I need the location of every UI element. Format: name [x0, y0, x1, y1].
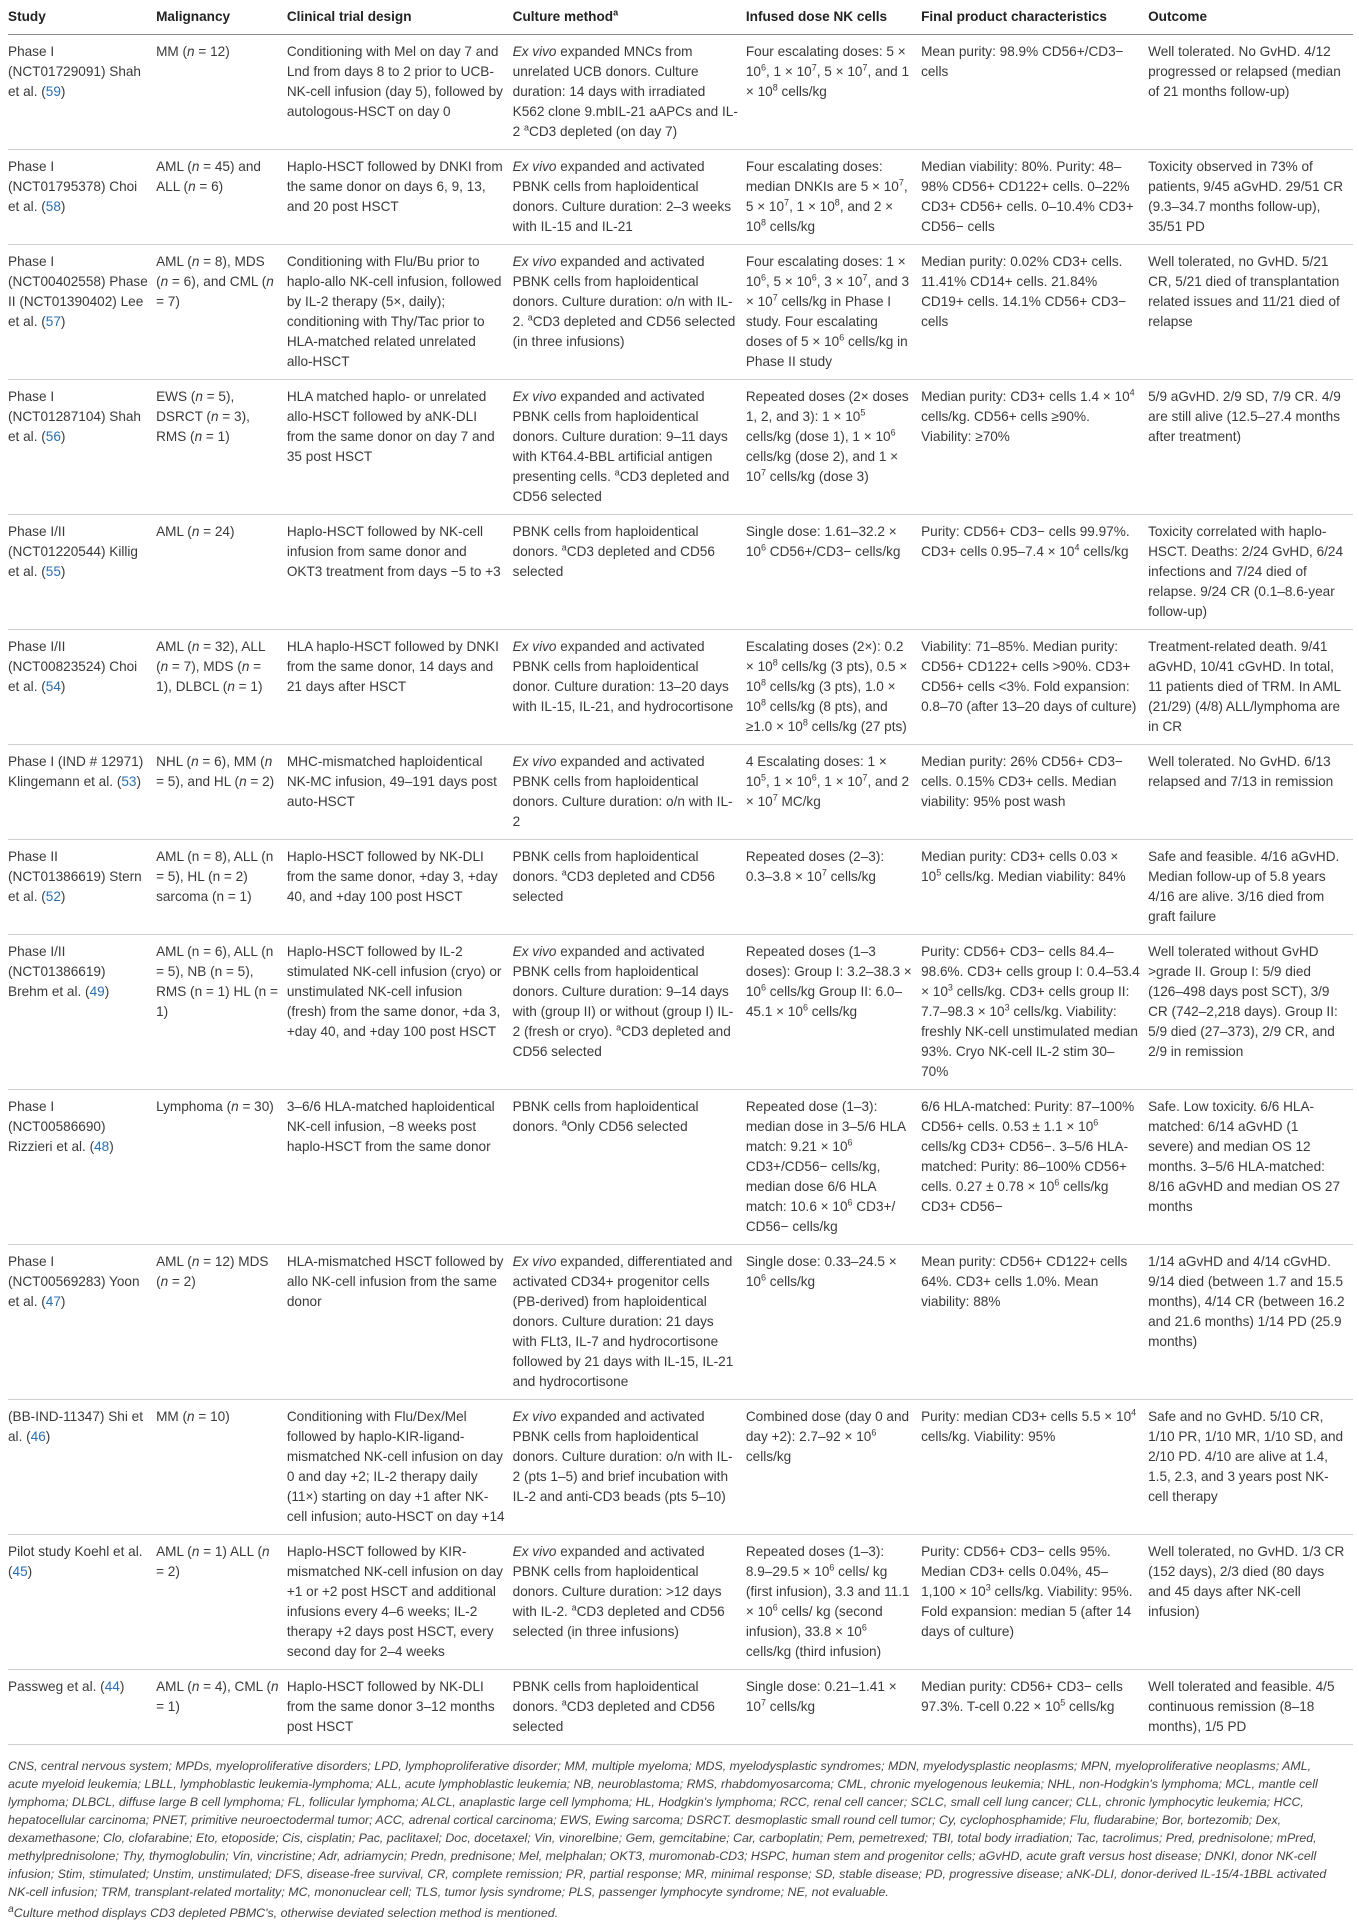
cell-culture-method: PBNK cells from haploidentical donors. $^a$CD3 depleted and CD56 selected: [513, 515, 746, 630]
table-row: [8, 1535, 1353, 1670]
cell-clinical-trial-design: Haplo-HSCT followed by NK-DLI from the same donor, +day 3, +day 40, and +day 100 post HSCT: [287, 840, 513, 935]
cell-malignancy: NHL (n = 6), MM (n = 5), and HL (n = 2): [156, 745, 287, 840]
cell-clinical-trial-design: Haplo-HSCT followed by IL-2 stimulated NK-cell infusion (cryo) or unstimulated NK-cell infusion (fresh) from the same donor, +da 3, +day 40, and +day 100 post HSCT: [287, 935, 513, 1090]
cell-malignancy: AML (n = 12) MDS (n = 2): [156, 1245, 287, 1400]
cell-study: Pilot study Koehl et al. (45): [8, 1535, 156, 1670]
cell-final-product: Median viability: 80%. Purity: 48–98% CD56+ CD122+ cells. 0–22% CD3+ CD56+ cells. 0–10.4% CD3+ CD56− cells: [921, 150, 1148, 245]
cell-infused-dose: Escalating doses (2×): $0.2 \times 10^8$ cells/kg (3 pts), $0.5 \times 10^8$ cells/kg (3 pts), $1.0 \times 10^8$ cells/kg (8 pts), and $\ge 1.0 \times 10^8$ cells/kg (27 pts): [746, 630, 921, 745]
cell-infused-dose: Combined dose (day 0 and day +2): $2.7-92 \times 10^6$ cells/kg: [746, 1400, 921, 1535]
cell-culture-method: PBNK cells from haploidentical donors. $^a$Only CD56 selected: [513, 1090, 746, 1245]
cell-final-product: Median purity: 26% CD56+ CD3− cells. 0.15% CD3+ cells. Median viability: 95% post wash: [921, 745, 1148, 840]
table-row: [8, 935, 1353, 1090]
cell-clinical-trial-design: Haplo-HSCT followed by DNKI from the same donor on days 6, 9, 13, and 20 post HSCT: [287, 150, 513, 245]
cell-culture-method: Ex vivo expanded, differentiated and activated CD34+ progenitor cells (PB-derived) from haploidentical donors. Culture duration: 21 days with FLt3, IL-7 and hydrocortisone followed by 21 days with IL-15, IL-21 and hydrocortisone: [513, 1245, 746, 1400]
cell-infused-dose: 4 Escalating doses: $1 \times 10^5$, $1 \times 10^6$, $1 \times 10^7$, and $2 \times 10^7$ MC/kg: [746, 745, 921, 840]
cell-clinical-trial-design: Haplo-HSCT followed by NK-DLI from the same donor 3–12 months post HSCT: [287, 1670, 513, 1745]
cell-final-product: Median purity: CD3+ cells $1.4 \times 10^4$ cells/kg. CD56+ cells ≥90%. Viability: ≥70%: [921, 380, 1148, 515]
cell-study: Phase I/II (NCT00823524) Choi et al. (54): [8, 630, 156, 745]
cell-outcome: Well tolerated and feasible. 4/5 continuous remission (8–18 months), 1/5 PD: [1148, 1670, 1353, 1745]
table-row: [8, 840, 1353, 935]
header-outcome: Outcome: [1148, 6, 1353, 35]
nk-cell-trials-table: [8, 6, 1353, 1745]
cell-final-product: Purity: CD56+ CD3− cells 95%. Median CD3+ cells 0.04%, $45-1,100 \times 10^3$ cells/kg. Viability: 95%. Fold expansion: median 5 (after 14 days of culture): [921, 1535, 1148, 1670]
cell-final-product: Mean purity: CD56+ CD122+ cells 64%. CD3+ cells 1.0%. Mean viability: 88%: [921, 1245, 1148, 1400]
header-clinical-trial-design: Clinical trial design: [287, 6, 513, 35]
cell-clinical-trial-design: HLA haplo-HSCT followed by DNKI from the same donor, 14 days and 21 days after HSCT: [287, 630, 513, 745]
cell-culture-method: PBNK cells from haploidentical donors. $^a$CD3 depleted and CD56 selected: [513, 1670, 746, 1745]
cell-clinical-trial-design: Conditioning with Flu/Dex/Mel followed by haplo-KIR-ligand-mismatched NK-cell infusion on day 0 and day +2; IL-2 therapy daily (11×) starting on day +1 after NK-cell infusion; auto-HSCT on day +14: [287, 1400, 513, 1535]
cell-outcome: Well tolerated, no GvHD. 1/3 CR (152 days), 2/3 died (80 days and 45 days after NK-cell infusion): [1148, 1535, 1353, 1670]
cell-outcome: 5/9 aGvHD. 2/9 SD, 7/9 CR. 4/9 are still alive (12.5–27.4 months after treatment): [1148, 380, 1353, 515]
cell-study: Phase I/II (NCT01386619) Brehm et al. (49): [8, 935, 156, 1090]
cell-clinical-trial-design: MHC-mismatched haploidentical NK-MC infusion, 49–191 days post auto-HSCT: [287, 745, 513, 840]
cell-study: Passweg et al. (44): [8, 1670, 156, 1745]
cell-infused-dose: Single dose: $0.21-1.41 \times 10^7$ cells/kg: [746, 1670, 921, 1745]
cell-malignancy: AML (n = 45) and ALL (n = 6): [156, 150, 287, 245]
cell-culture-method: PBNK cells from haploidentical donors. $^a$CD3 depleted and CD56 selected: [513, 840, 746, 935]
cell-final-product: Median purity: CD56+ CD3− cells 97.3%. T-cell $0.22 \times 10^5$ cells/kg: [921, 1670, 1148, 1745]
table-row: [8, 1245, 1353, 1400]
table-body: [8, 35, 1353, 1745]
cell-infused-dose: Repeated doses (2–3): $0.3-3.8 \times 10^7$ cells/kg: [746, 840, 921, 935]
table-row: [8, 1090, 1353, 1245]
cell-final-product: 6/6 HLA-matched: Purity: 87–100% CD56+ cells. $0.53 \pm 1.1 \times 10^6$ cells/kg CD3+ CD56−. 3–5/6 HLA-matched: Purity: 86–100% CD56+ cells. $0.27 \pm 0.78 \times 10^6$ cells/kg CD3+ CD56−: [921, 1090, 1148, 1245]
cell-outcome: 1/14 aGvHD and 4/14 cGvHD. 9/14 died (between 1.7 and 15.5 months), 4/14 CR (between 16.2 and 21.6 months) 1/14 PD (25.9 months): [1148, 1245, 1353, 1400]
cell-study: Phase II (NCT01386619) Stern et al. (52): [8, 840, 156, 935]
cell-culture-method: Ex vivo expanded and activated PBNK cells from haploidentical donors. Culture duration: o/n with IL-2 (pts 1–5) and brief incubation with IL-2 and anti-CD3 beads (pts 5–10): [513, 1400, 746, 1535]
table-row: [8, 245, 1353, 380]
cell-culture-method: Ex vivo expanded and activated PBNK cells from haploidentical donors. Culture duration: 9–11 days with KT64.4-BBL artificial antigen presenting cells. $^a$CD3 depleted and CD56 selected: [513, 380, 746, 515]
cell-culture-method: Ex vivo expanded and activated PBNK cells from haploidentical donors. Culture duration: 9–14 days with (group II) or without (group I) IL-2 (fresh or cryo). $^a$CD3 depleted and CD56 selected: [513, 935, 746, 1090]
cell-culture-method: Ex vivo expanded and activated PBNK cells from haploidentical donors. Culture duration: o/n with IL-2. $^a$CD3 depleted and CD56 selected (in three infusions): [513, 245, 746, 380]
table-row: [8, 35, 1353, 150]
header-malignancy: Malignancy: [156, 6, 287, 35]
cell-outcome: Well tolerated, no GvHD. 5/21 CR, 5/21 died of transplantation related issues and 11/21 died of relapse: [1148, 245, 1353, 380]
cell-outcome: Safe and feasible. 4/16 aGvHD. Median follow-up of 5.8 years 4/16 are alive. 3/16 died from graft failure: [1148, 840, 1353, 935]
header-infused-dose: Infused dose NK cells: [746, 6, 921, 35]
table-row: [8, 380, 1353, 515]
header-final-product: Final product characteristics: [921, 6, 1148, 35]
table-row: [8, 1400, 1353, 1535]
cell-clinical-trial-design: Conditioning with Flu/Bu prior to haplo-allo NK-cell infusion, followed by IL-2 therapy (5×, daily); conditioning with Thy/Tac prior to HLA-matched related unrelated allo-HSCT: [287, 245, 513, 380]
cell-culture-method: Ex vivo expanded and activated PBNK cells from haploidentical donors. Culture duration: >12 days with IL-2. $^a$CD3 depleted and CD56 selected (in three infusions): [513, 1535, 746, 1670]
cell-final-product: Purity: median CD3+ cells $5.5 \times 10^4$ cells/kg. Viability: 95%: [921, 1400, 1148, 1535]
table-footnote: [8, 1757, 1353, 1922]
header-study: Study: [8, 6, 156, 35]
cell-clinical-trial-design: HLA matched haplo- or unrelated allo-HSCT followed by aNK-DLI from the same donor on day 7 and 35 post HSCT: [287, 380, 513, 515]
cell-outcome: Toxicity correlated with haplo-HSCT. Deaths: 2/24 GvHD, 6/24 infections and 7/24 died of relapse. 9/24 CR (0.1–8.6-year follow-up): [1148, 515, 1353, 630]
cell-study: Phase I (NCT01795378) Choi et al. (58): [8, 150, 156, 245]
cell-malignancy: AML (n = 24): [156, 515, 287, 630]
cell-culture-method: Ex vivo expanded and activated PBNK cells from haploidentical donor. Culture duration: 13–20 days with IL-15, IL-21, and hydrocortisone: [513, 630, 746, 745]
cell-final-product: Mean purity: 98.9% CD56+/CD3− cells: [921, 35, 1148, 150]
cell-infused-dose: Repeated dose (1–3): median dose in 3–5/6 HLA match: $9.21 \times 10^6$ CD3+/CD56− cells/kg, median dose 6/6 HLA match: $10.6 \times 10^6$ CD3+/ CD56− cells/kg: [746, 1090, 921, 1245]
cell-malignancy: AML (n = 6), ALL (n = 5), NB (n = 5), RMS (n = 1) HL (n = 1): [156, 935, 287, 1090]
header-culture-method: Culture method$^a$: [513, 6, 746, 35]
cell-study: Phase I (NCT00569283) Yoon et al. (47): [8, 1245, 156, 1400]
cell-final-product: Median purity: 0.02% CD3+ cells. 11.41% CD14+ cells. 21.84% CD19+ cells. 14.1% CD56+ CD3− cells: [921, 245, 1148, 380]
cell-infused-dose: Repeated doses (1–3): $8.9-29.5 \times 10^6$ cells/ kg (first infusion), 3.3 and $11.1 \times 10^6$ cells/ kg (second infusion), $33.8 \times 10^6$ cells/kg (third infusion): [746, 1535, 921, 1670]
cell-malignancy: MM (n = 12): [156, 35, 287, 150]
cell-culture-method: Ex vivo expanded and activated PBNK cells from haploidentical donors. Culture duration: 2–3 weeks with IL-15 and IL-21: [513, 150, 746, 245]
cell-outcome: Well tolerated. No GvHD. 6/13 relapsed and 7/13 in remission: [1148, 745, 1353, 840]
cell-study: Phase I (IND # 12971) Klingemann et al. (53): [8, 745, 156, 840]
header-row: [8, 6, 1353, 35]
cell-final-product: Viability: 71–85%. Median purity: CD56+ CD122+ cells >90%. CD3+ CD56+ cells <3%. Fold expansion: 0.8–70 (after 13–20 days of culture): [921, 630, 1148, 745]
cell-outcome: Toxicity observed in 73% of patients, 9/45 aGvHD. 29/51 CR (9.3–34.7 months follow-up), 35/51 PD: [1148, 150, 1353, 245]
cell-malignancy: MM (n = 10): [156, 1400, 287, 1535]
cell-infused-dose: Four escalating doses: $1 \times 10^6$, $5 \times 10^6$, $3 \times 10^7$, and $3 \times 10^7$ cells/kg in Phase I study. Four escalating doses of $5 \times 10^6$ cells/kg in Phase II study: [746, 245, 921, 380]
cell-final-product: Median purity: CD3+ cells $0.03 \times 10^5$ cells/kg. Median viability: 84%: [921, 840, 1148, 935]
cell-outcome: Safe. Low toxicity. 6/6 HLA-matched: 6/14 aGvHD (1 severe) and median OS 12 months. 3–5/6 HLA-matched: 8/16 aGvHD and median OS 27 months: [1148, 1090, 1353, 1245]
cell-final-product: Purity: CD56+ CD3− cells 84.4–98.6%. CD3+ cells group I: $0.4-53.4 \times 10^3$ cells/kg. CD3+ cells group II: $7.7-98.3 \times 10^3$ cells/kg. Viability: freshly NK-cell unstimulated median 93%. Cryo NK-cell IL-2 stim 30–70%: [921, 935, 1148, 1090]
cell-study: Phase I (NCT01729091) Shah et al. (59): [8, 35, 156, 150]
cell-clinical-trial-design: Haplo-HSCT followed by NK-cell infusion from same donor and OKT3 treatment from days −5 to +3: [287, 515, 513, 630]
cell-culture-method: Ex vivo expanded MNCs from unrelated UCB donors. Culture duration: 14 days with irradiated K562 clone 9.mbIL-21 aAPCs and IL-2 $^a$CD3 depleted (on day 7): [513, 35, 746, 150]
cell-clinical-trial-design: Conditioning with Mel on day 7 and Lnd from days 8 to 2 prior to UCB-NK-cell infusion (day 5), followed by autologous-HSCT on day 0: [287, 35, 513, 150]
cell-malignancy: AML (n = 4), CML (n = 1): [156, 1670, 287, 1745]
cell-study: Phase I (NCT00586690) Rizzieri et al. (48): [8, 1090, 156, 1245]
cell-malignancy: AML (n = 1) ALL (n = 2): [156, 1535, 287, 1670]
cell-malignancy: AML (n = 32), ALL (n = 7), MDS (n = 1), DLBCL (n = 1): [156, 630, 287, 745]
table-row: [8, 515, 1353, 630]
cell-clinical-trial-design: HLA-mismatched HSCT followed by allo NK-cell infusion from the same donor: [287, 1245, 513, 1400]
table-row: [8, 1670, 1353, 1745]
cell-infused-dose: Repeated doses (2× doses 1, 2, and 3): $1 \times 10^5$ cells/kg (dose 1), $1 \times 10^6$ cells/kg (dose 2), and $1 \times 10^7$ cells/kg (dose 3): [746, 380, 921, 515]
cell-outcome: Safe and no GvHD. 5/10 CR, 1/10 PR, 1/10 MR, 1/10 SD, and 2/10 PD. 4/10 are alive at 1.4, 1.5, 2.3, and 3 years post NK-cell therapy: [1148, 1400, 1353, 1535]
abbreviations-note: CNS, central nervous system; MPDs, myeloproliferative disorders; LPD, lymphoproliferative disorder; MM, multiple myeloma; MDS, myelodysplastic syndromes; MDN, myelodysplastic neoplasms; MPN, myeloproliferative neoplasms; AML, acute myeloid leukemia; LBLL, lymphoblastic leukemia-lymphoma; ALL, acute lymphoblastic leukemia; NB, neuroblastoma; RMS, rhabdomyosarcoma; CML, chronic myelogenous leukemia; NHL, non-Hodgkin's lymphoma; MCL, mantle cell lymphoma; DLBCL, diffuse large B cell lymphoma; FL, follicular lymphoma; ALCL, anaplastic large cell lymphoma; HL, Hodgkin's lymphoma; RCC, renal cell cancer; SCLC, small cell lung cancer; CLL, chronic lymphocytic leukemia; HCC, hepatocellular carcinoma; PNET, primitive neuroectodermal tumor; ACC, adrenal cortical carcinoma; EWS, Ewing sarcoma; DSRCT. desmoplastic small round cell tumor; Cy, cyclophosphamide; Flu, fludarabine; Bor, bortezomib; Dex, dexamethasone; Clo, clofarabine; Eto, etoposide; Cis, cisplatin; Pac, paclitaxel; Doc, docetaxel; Vin, vinorelbine; Gem, gemcitabine; Car, carboplatin; Pem, pemetrexed; TBI, total body irradiation; Tac, tacrolimus; Pred, prednisolone; mPred, methylprednisolone; Thy, thymoglobulin; Vin, vincristine; Adr, adriamycin; Predn, prednisone; Mel, melphalan; OKT3, muromonab-CD3; HSPC, human stem and progenitor cells; aGvHD, acute graft versus host disease; DNKI, donor NK-cell infusion; Stim, stimulated; Unstim, unstimulated; DFS, disease-free survival, CR, complete remission; PR, partial response; MR, minimal response; SD, stable disease; PD, progressive disease; aNK-DLI, donor-derived IL-15/4-1BBL activated NK-cell infusion; TRM, transplant-related mortality; MC, mononuclear cell; TLS, tumor lysis syndrome; PLS, passenger lymphocyte syndrome; NE, not evaluable.: [8, 1759, 1327, 1899]
cell-clinical-trial-design: Haplo-HSCT followed by KIR-mismatched NK-cell infusion on day +1 or +2 post HSCT and additional infusions every 4–6 weeks; IL-2 therapy +2 days post HSCT, every second day for 2–4 weeks: [287, 1535, 513, 1670]
table-row: [8, 630, 1353, 745]
cell-outcome: Well tolerated without GvHD >grade II. Group I: 5/9 died (126–498 days post SCT), 3/9 CR (742–2,218 days). Group II: 5/9 died (27–373), 2/9 CR, and 2/9 in remission: [1148, 935, 1353, 1090]
cell-clinical-trial-design: 3–6/6 HLA-matched haploidentical NK-cell infusion, −8 weeks post haplo-HSCT from the same donor: [287, 1090, 513, 1245]
cell-malignancy: AML (n = 8), ALL (n = 5), HL (n = 2) sarcoma (n = 1): [156, 840, 287, 935]
cell-final-product: Purity: CD56+ CD3− cells 99.97%. CD3+ cells $0.95-7.4 \times 10^4$ cells/kg: [921, 515, 1148, 630]
cell-outcome: Treatment-related death. 9/41 aGvHD, 10/41 cGvHD. In total, 11 patients died of TRM. In AML (21/29) (4/8) ALL/lymphoma are in CR: [1148, 630, 1353, 745]
cell-study: (BB-IND-11347) Shi et al. (46): [8, 1400, 156, 1535]
cell-study: Phase I (NCT00402558) Phase II (NCT01390402) Lee et al. (57): [8, 245, 156, 380]
table-row: [8, 150, 1353, 245]
table-row: [8, 745, 1353, 840]
cell-malignancy: AML (n = 8), MDS (n = 6), and CML (n = 7): [156, 245, 287, 380]
cell-study: Phase I/II (NCT01220544) Killig et al. (55): [8, 515, 156, 630]
cell-infused-dose: Single dose: $1.61-32.2 \times 10^6$ CD56+/CD3− cells/kg: [746, 515, 921, 630]
cell-infused-dose: Four escalating doses: $5 \times 10^6$, $1 \times 10^7$, $5 \times 10^7$, and $1 \times 10^8$ cells/kg: [746, 35, 921, 150]
culture-method-note: $^a$Culture method displays CD3 depleted PBMC's, otherwise deviated selection method is mentioned.: [8, 1904, 559, 1921]
cell-outcome: Well tolerated. No GvHD. 4/12 progressed or relapsed (median of 21 months follow-up): [1148, 35, 1353, 150]
cell-infused-dose: Single dose: $0.33-24.5 \times 10^6$ cells/kg: [746, 1245, 921, 1400]
cell-culture-method: Ex vivo expanded and activated PBNK cells from haploidentical donors. Culture duration: o/n with IL-2: [513, 745, 746, 840]
cell-study: Phase I (NCT01287104) Shah et al. (56): [8, 380, 156, 515]
cell-malignancy: EWS (n = 5), DSRCT (n = 3), RMS (n = 1): [156, 380, 287, 515]
cell-infused-dose: Four escalating doses: median DNKIs are $5 \times 10^7$, $5 \times 10^7$, $1 \times 10^8$, and $2 \times 10^8$ cells/kg: [746, 150, 921, 245]
cell-malignancy: Lymphoma (n = 30): [156, 1090, 287, 1245]
cell-infused-dose: Repeated doses (1–3 doses): Group I: $3.2-38.3 \times 10^6$ cells/kg Group II: $6.0-45.1 \times 10^6$ cells/kg: [746, 935, 921, 1090]
